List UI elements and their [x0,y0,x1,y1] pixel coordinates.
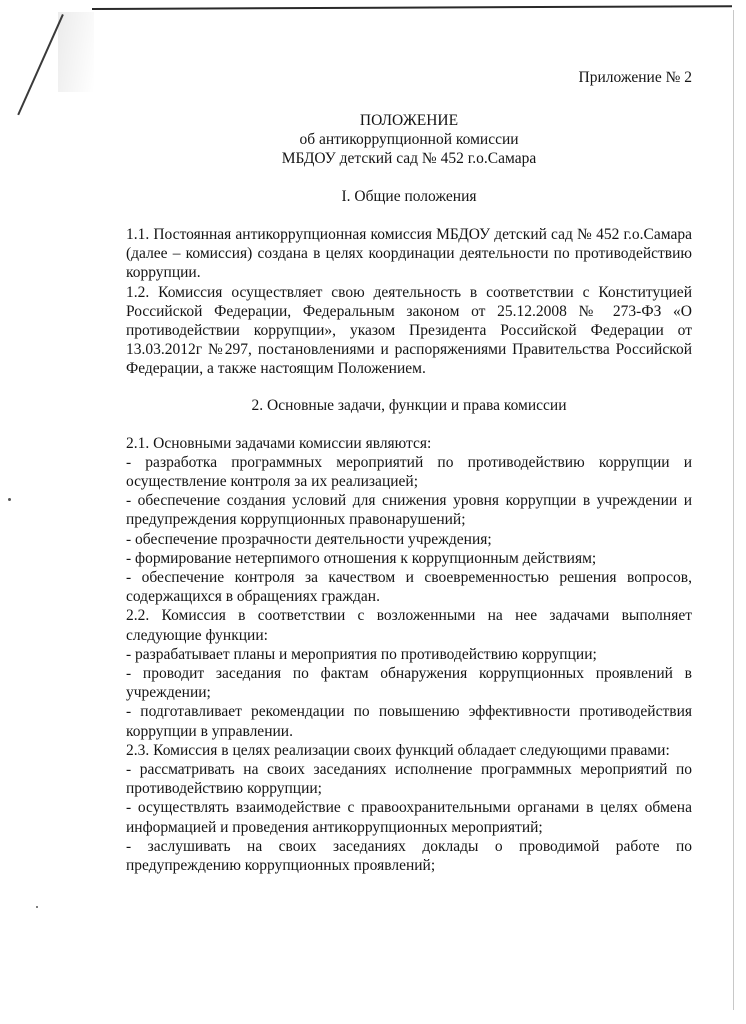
list-item: - обеспечение контроля за качеством и своевременностью решения вопросов, содержащихся в обращениях граждан. [126,569,692,606]
section-body [126,225,692,379]
list-item: - разрабатывает планы и мероприятия по противодействию коррупции; [126,645,597,663]
section-heading: I. Общие положения [341,188,477,205]
title-line: об антикоррупционной комиссии [299,131,519,148]
scan-fold-shadow [58,12,94,92]
list-item: - проводит заседания по фактам обнаружения коррупционных проявлений в учреждении; [126,665,692,702]
document-page [126,68,692,875]
scan-edge-left [17,14,64,115]
paragraph: 2.2. Комиссия в соответствии с возложенными на нее задачами выполняет следующие функции: [126,607,692,644]
title-line: ПОЛОЖЕНИЕ [359,112,459,129]
list-item: - формирование нетерпимого отношения к коррупционным действиям; [126,549,597,567]
list-item: - разработка программных мероприятий по противодействию коррупции и осуществление контроля за их реализацией; [126,453,692,491]
document-title [126,111,692,168]
list-item: - рассматривать на своих заседаниях исполнение программных мероприятий по противодействию коррупции; [126,761,692,798]
scan-speck [36,906,38,908]
list-item: - подготавливает рекомендации по повышению эффективности противодействия коррупции в управлении. [126,703,692,740]
title-line: МБДОУ детский сад № 452 г.о.Самара [281,150,537,167]
list-item: - заслушивать на своих заседаниях доклады о проводимой работе по предупреждению коррупционных проявлений; [126,837,692,875]
scan-edge-top [92,5,732,10]
appendix-label: Приложение № 2 [578,69,692,86]
paragraph: 2.1. Основными задачами комиссии являются: [126,434,432,452]
section-heading: 2. Основные задачи, функции и права комиссии [251,396,567,414]
section-body [126,434,692,876]
paragraph: 1.1. Постоянная антикоррупционная комиссия МБДОУ детский сад № 452 г.о.Самара (далее – комиссия) создана в целях координации деятельности по противодействию коррупции. [126,226,692,282]
list-item: - обеспечение прозрачности деятельности учреждения; [126,530,492,548]
list-item: - обеспечение создания условий для снижения уровня коррупции в учреждении и предупреждения коррупционных правонарушений; [126,492,692,529]
scan-edge-right [733,10,734,1010]
paragraph: 1.2. Комиссия осуществляет свою деятельность в соответствии с Конституцией Российской Федерации, Федеральным законом от 25.12.2008 № 273-ФЗ «О противодействии коррупции», указом Президента Российской Федерации от 13.03.2012г №297, постановлениями и распоряжениями Правительства Российской Федерации, а также настоящим Положением. [126,283,692,378]
paragraph: 2.3. Комиссия в целях реализации своих функций обладает следующими правами: [126,741,670,759]
scan-speck [8,498,11,501]
list-item: - осуществлять взаимодействие с правоохранительными органами в целях обмена информацией и проведения антикоррупционных мероприятий; [126,799,692,836]
